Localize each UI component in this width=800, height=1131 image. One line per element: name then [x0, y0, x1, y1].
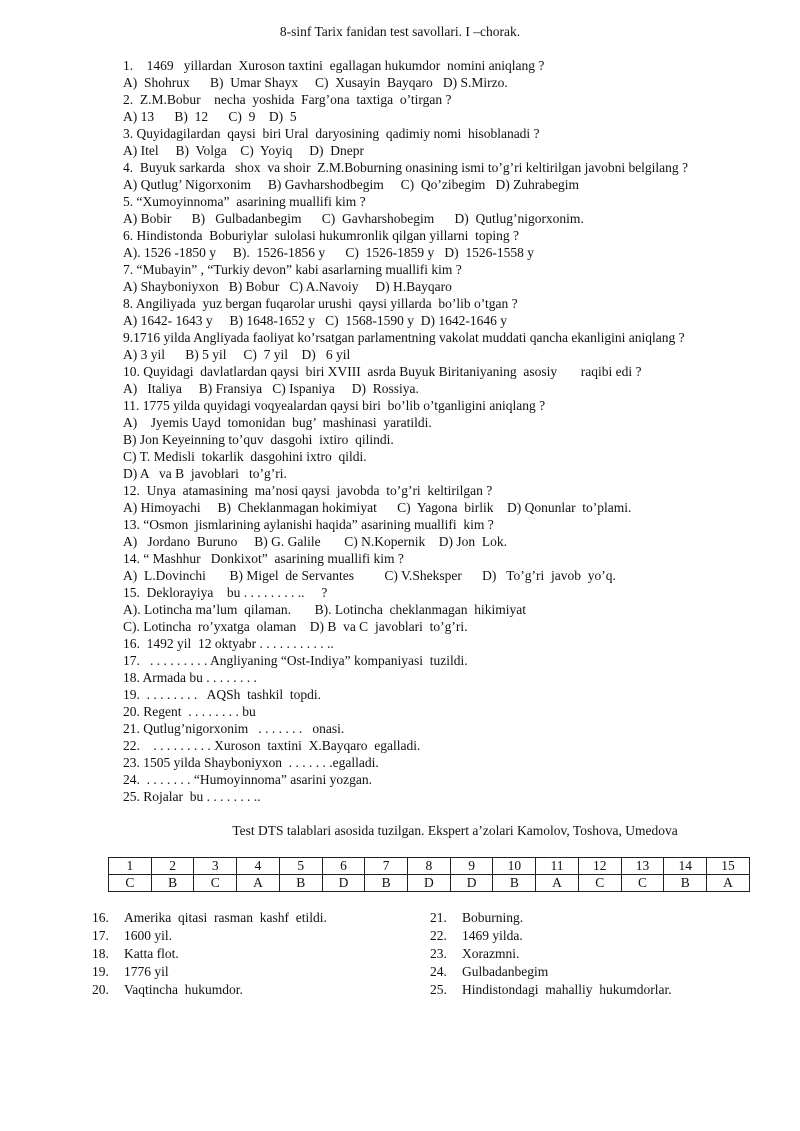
- options-line: A) Shohrux B) Umar Shayx C) Xusayin Bayqaro D) S.Mirzo.: [123, 75, 508, 90]
- answer-table: [108, 857, 750, 892]
- question-line: 16. 1492 yil 12 oktyabr . . . . . . . . . . ..: [123, 636, 334, 651]
- options-line: A) Italiya B) Fransiya C) Ispaniya D) Rossiya.: [123, 381, 419, 396]
- answer-number: 8: [408, 858, 451, 875]
- answer-key-right: [430, 909, 672, 999]
- answer-number: 14: [664, 858, 707, 875]
- answer-key-text: 1776 yil: [124, 964, 169, 979]
- question-line: 20. Regent . . . . . . . . bu: [123, 704, 256, 719]
- answer-letter: B: [493, 875, 536, 892]
- answer-letter: C: [109, 875, 152, 892]
- answer-letter: B: [365, 875, 408, 892]
- options-line: A) Himoyachi B) Cheklanmagan hokimiyat C) Yagona birlik D) Qonunlar to’plami.: [123, 500, 632, 515]
- question-line: 10. Quyidagi davlatlardan qaysi biri XVIII asrda Buyuk Biritaniyaning asosiy raqibi edi ?: [123, 364, 642, 379]
- options-line: B) Jon Keyeinning to’quv dasgohi ixtiro qilindi.: [123, 432, 394, 447]
- options-line: C) T. Medisli tokarlik dasgohini ixtro qildi.: [123, 449, 367, 464]
- options-line: A) L.Dovinchi B) Migel de Servantes C) V.Shekspеr D) To’g’ri javob yo’q.: [123, 568, 616, 583]
- question-line: 7. “Mubayin” , “Turkiy devon” kabi asarlarning muallifi kim ?: [123, 262, 462, 277]
- answer-key-item: [430, 963, 672, 981]
- page-title: 8-sinf Tarix fanidan test savollari. I –chorak.: [279, 24, 521, 39]
- question-line: 25. Rojalar bu . . . . . . . ..: [123, 789, 261, 804]
- options-line: A). Lotincha ma’lum qilaman. B). Lotincha cheklanmagan hikimiyat: [123, 602, 527, 617]
- options-line: A) Itel B) Volga C) Yoyiq D) Dnepr: [123, 143, 364, 158]
- options-line: A) 3 yil B) 5 yil C) 7 yil D) 6 yil: [123, 347, 351, 362]
- answer-key-text: 1600 yil.: [124, 928, 173, 943]
- options-line: A) Bobir B) Gulbadanbegim C) Gavharshobegim D) Qutlug’nigorxonim.: [123, 211, 584, 226]
- answer-number: 3: [194, 858, 237, 875]
- options-line: A) Jordano Buruno B) G. Galile C) N.Kopernik D) Jon Lok.: [123, 534, 507, 549]
- question-line: 8. Angiliyada yuz bergan fuqarolar urushi qaysi yillarda bo’lib o’tgan ?: [123, 296, 518, 311]
- answer-letter: C: [194, 875, 237, 892]
- answer-key-item: [430, 927, 672, 945]
- answer-number: 9: [450, 858, 493, 875]
- options-line: A). 1526 -1850 y B). 1526-1856 y C) 1526-1859 y D) 1526-1558 y: [123, 245, 534, 260]
- options-line: D) A va B javoblari to’g’ri.: [123, 466, 287, 481]
- answer-key-number: 24.: [430, 964, 447, 979]
- expert-note: Test DTS talablari asosida tuzilgan. Ekspert a’zolari Kamolov, Toshova, Umedova: [232, 823, 678, 838]
- question-line: 11. 1775 yilda quyidagi voqyealardan qaysi biri bo’lib o’tganligini aniqlang ?: [123, 398, 546, 413]
- answer-key-item: [430, 981, 672, 999]
- answer-key-number: 21.: [430, 910, 447, 925]
- question-line: 15. Deklorayiya bu . . . . . . . . .. ?: [123, 585, 328, 600]
- question-line: 3. Quyidagilardan qaysi biri Ural daryosining qadimiy nomi hisoblanadi ?: [123, 126, 540, 141]
- question-line: 9.1716 yilda Angliyada faoliyat ko’rsatgan parlamentning vakolat muddati qancha ekanligini aniqlang ?: [123, 330, 685, 345]
- answer-letter: B: [664, 875, 707, 892]
- question-line: 13. “Osmon jismlarining aylanishi haqida” asarining muallifi kim ?: [123, 517, 494, 532]
- answer-number: 1: [109, 858, 152, 875]
- answer-key-text: Katta flot.: [124, 946, 179, 961]
- answer-key-text: Boburning.: [462, 910, 524, 925]
- answer-key-text: Xorazmni.: [462, 946, 520, 961]
- answer-key-text: Hindistondagi mahalliy hukumdorlar.: [462, 982, 672, 997]
- options-line: A) Qutlug’ Nigorxonim B) Gavharshodbegim C) Qo’zibegim D) Zuhrabegim: [123, 177, 580, 192]
- answer-number: 2: [151, 858, 194, 875]
- answer-number: 13: [621, 858, 664, 875]
- answer-key-number: 19.: [92, 964, 109, 979]
- question-line: 21. Qutlug’nigorxonim . . . . . . . onasi.: [123, 721, 345, 736]
- question-line: 1. 1469 yillardan Xuroson taxtini egallagan hukumdor nomini aniqlang ?: [123, 58, 545, 73]
- options-line: A) 13 B) 12 C) 9 D) 5: [123, 109, 297, 124]
- answer-key-text: Gulbadanbegim: [462, 964, 549, 979]
- question-line: 5. “Xumoyinnoma” asarining muallifi kim ?: [123, 194, 366, 209]
- answer-letter: D: [322, 875, 365, 892]
- answer-number: 12: [578, 858, 621, 875]
- answer-letter: A: [536, 875, 579, 892]
- answer-key-item: [430, 945, 672, 963]
- question-line: 22. . . . . . . . . . Xuroson taxtini X.Bayqaro egalladi.: [123, 738, 421, 753]
- answer-number: 6: [322, 858, 365, 875]
- answer-key-number: 23.: [430, 946, 447, 961]
- answer-key-number: 22.: [430, 928, 447, 943]
- answer-letter: C: [578, 875, 621, 892]
- answer-key-text: Amerika qitasi rasman kashf etildi.: [124, 910, 327, 925]
- options-line: A) Shayboniyxon B) Bobur C) A.Navoiy D) H.Bayqaro: [123, 279, 452, 294]
- question-line: 6. Hindistonda Boburiylar sulolasi hukumronlik qilgan yillarni toping ?: [123, 228, 519, 243]
- options-line: C). Lotincha ro’yxatga olaman D) B va C javoblari to’g’ri.: [123, 619, 468, 634]
- question-line: 2. Z.M.Bobur necha yoshida Farg’ona taxtiga o’tirgan ?: [123, 92, 452, 107]
- question-line: 23. 1505 yilda Shayboniyxon . . . . . . .egalladi.: [123, 755, 379, 770]
- answer-letter: D: [450, 875, 493, 892]
- answer-letter: A: [237, 875, 280, 892]
- answer-letter: A: [707, 875, 750, 892]
- answer-key-number: 18.: [92, 946, 109, 961]
- question-line: 18. Armada bu . . . . . . . .: [123, 670, 257, 685]
- answer-number: 11: [536, 858, 579, 875]
- answer-key-text: Vaqtincha hukumdor.: [124, 982, 243, 997]
- answer-key-item: [92, 963, 327, 981]
- answer-letter: B: [279, 875, 322, 892]
- answer-key-number: 20.: [92, 982, 109, 997]
- answer-number: 15: [707, 858, 750, 875]
- options-line: A) 1642- 1643 y B) 1648-1652 y C) 1568-1590 y D) 1642-1646 y: [123, 313, 507, 328]
- answer-letter-row: [109, 875, 750, 892]
- answer-key-number: 17.: [92, 928, 109, 943]
- answer-key-number: 16.: [92, 910, 109, 925]
- options-line: A) Jyemis Uayd tomonidan bug’ mashinasi yaratildi.: [123, 415, 432, 430]
- answer-key-text: 1469 yilda.: [462, 928, 523, 943]
- question-line: 12. Unya atamasining ma’nosi qaysi javobda to’g’ri keltirilgan ?: [123, 483, 493, 498]
- answer-key-number: 25.: [430, 982, 447, 997]
- answer-letter: C: [621, 875, 664, 892]
- question-line: 17. . . . . . . . . . Angliyaning “Ost-Indiya” kompaniyasi tuzildi.: [123, 653, 468, 668]
- question-line: 14. “ Mashhur Donkixot” asarining muallifi kim ?: [123, 551, 404, 566]
- answer-key-item: [92, 981, 327, 999]
- answer-key-item: [92, 945, 327, 963]
- question-line: 19. . . . . . . . . AQSh tashkil topdi.: [123, 687, 322, 702]
- answer-number-row: [109, 858, 750, 875]
- answer-letter: D: [408, 875, 451, 892]
- answer-number: 5: [279, 858, 322, 875]
- answer-key-left: [92, 909, 327, 999]
- question-line: 4. Buyuk sarkarda shox va shoir Z.M.Boburning onasining ismi to’g’ri keltirilgan javobni belgilang ?: [123, 160, 689, 175]
- answer-number: 10: [493, 858, 536, 875]
- answer-key-item: [92, 909, 327, 927]
- question-list: [123, 57, 783, 805]
- answer-number: 7: [365, 858, 408, 875]
- question-line: 24. . . . . . . . “Humoyinnoma” asarini yozgan.: [123, 772, 372, 787]
- answer-key-item: [430, 909, 672, 927]
- answer-number: 4: [237, 858, 280, 875]
- answer-key-item: [92, 927, 327, 945]
- answer-letter: B: [151, 875, 194, 892]
